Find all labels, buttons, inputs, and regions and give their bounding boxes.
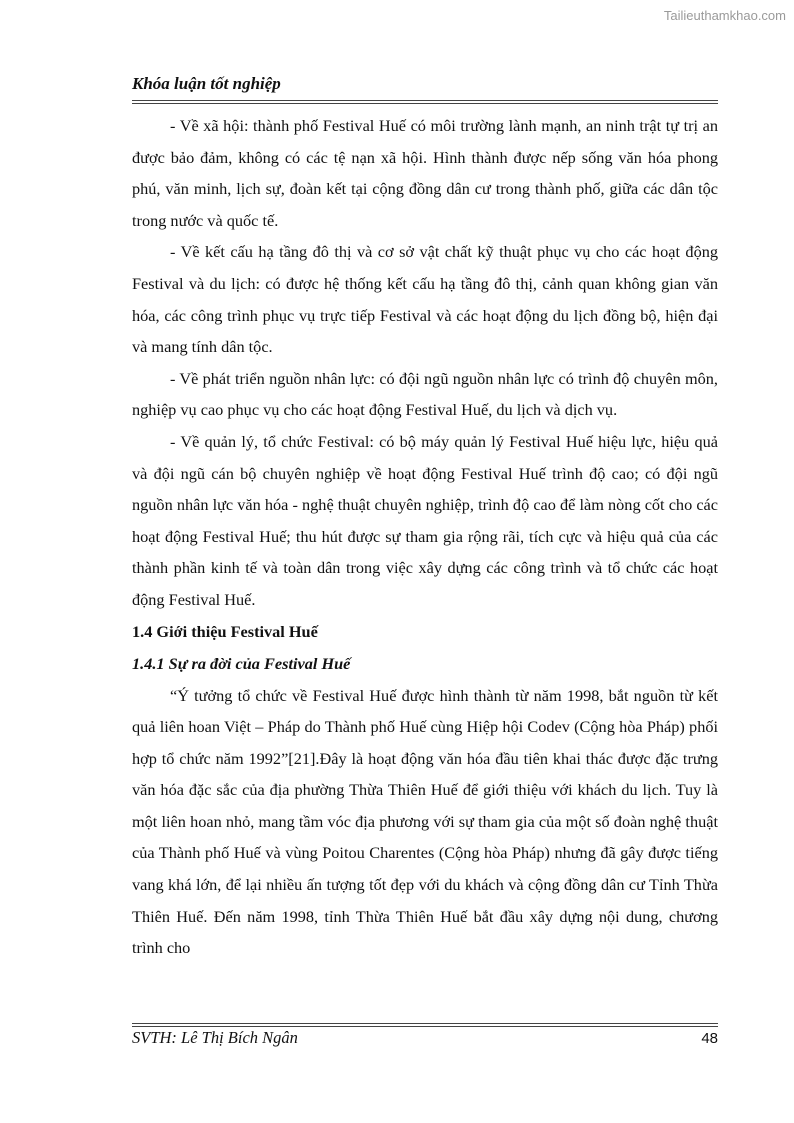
paragraph-social: - Về xã hội: thành phố Festival Huế có môi trường lành mạnh, an ninh trật tự trị an được bảo đảm, không có các tệ nạn xã hội. Hình thành được nếp sống văn hóa phong phú, văn minh, lịch sự, đoàn kết tại cộng đồng dân cư trong thành phố, giữa các dân tộc trong nước và quốc tế. <box>132 116 718 230</box>
section-heading: 1.4 Giới thiệu Festival Huế <box>132 621 318 641</box>
document-body <box>132 110 718 964</box>
page-header-title: Khóa luận tốt nghiệp <box>132 74 281 93</box>
paragraph-management: - Về quản lý, tổ chức Festival: có bộ máy quản lý Festival Huế hiệu lực, hiệu quả và đội ngũ cán bộ chuyên nghiệp về hoạt động Festival Huế trình độ cao; có đội ngũ nguồn nhân lực văn hóa - nghệ thuật chuyên nghiệp, trình độ cao để làm nòng cốt cho các hoạt động Festival Huế; thu hút được sự tham gia rộng rãi, tích cực và hiệu quả của các thành phần kinh tế và toàn dân trong việc xây dựng các công trình và tổ chức các hoạt động Festival Huế. <box>132 431 718 609</box>
subsection-heading: 1.4.1 Sự ra đời của Festival Huế <box>132 653 351 673</box>
paragraph-origin: “Ý tưởng tổ chức về Festival Huế được hình thành từ năm 1998, bắt nguồn từ kết quả liên hoan Việt – Pháp do Thành phố Huế cùng Hiệp hội Codev (Cộng hòa Pháp) phối hợp tổ chức năm 1992”[21].Đây là hoạt động văn hóa đầu tiên khai thác được đặc trưng văn hóa đặc sắc của địa phường Thừa Thiên Huế để giới thiệu với khách du lịch. Tuy là một liên hoan nhỏ, mang tầm vóc địa phương với sự tham gia của một số đoàn nghệ thuật của Thành phố Huế và vùng Poitou Charentes (Cộng hòa Pháp) nhưng đã gây được tiếng vang khá lớn, để lại nhiều ấn tượng tốt đẹp với du khách và cộng đồng dân cư Tỉnh Thừa Thiên Huế. Đến năm 1998, tỉnh Thừa Thiên Huế bắt đầu xây dựng nội dung, chương trình cho <box>132 685 718 958</box>
footer-author: SVTH: Lê Thị Bích Ngân <box>132 1028 298 1047</box>
paragraph-infrastructure: - Về kết cấu hạ tầng đô thị và cơ sở vật chất kỹ thuật phục vụ cho các hoạt động Festival và du lịch: có được hệ thống kết cấu hạ tầng đô thị, cảnh quan không gian văn hóa, các công trình phục vụ trực tiếp Festival và các hoạt động du lịch đồng bộ, hiện đại và mang tính dân tộc. <box>132 242 718 357</box>
footer-divider <box>132 1023 718 1027</box>
page-number: 48 <box>701 1030 718 1047</box>
header-divider <box>132 100 718 104</box>
paragraph-human-resources: - Về phát triển nguồn nhân lực: có đội ngũ nguồn nhân lực có trình độ chuyên môn, nghiệp vụ cao phục vụ cho các hoạt động Festival Huế, du lịch và dịch vụ. <box>132 368 718 420</box>
watermark: Tailieuthamkhao.com <box>663 8 786 23</box>
